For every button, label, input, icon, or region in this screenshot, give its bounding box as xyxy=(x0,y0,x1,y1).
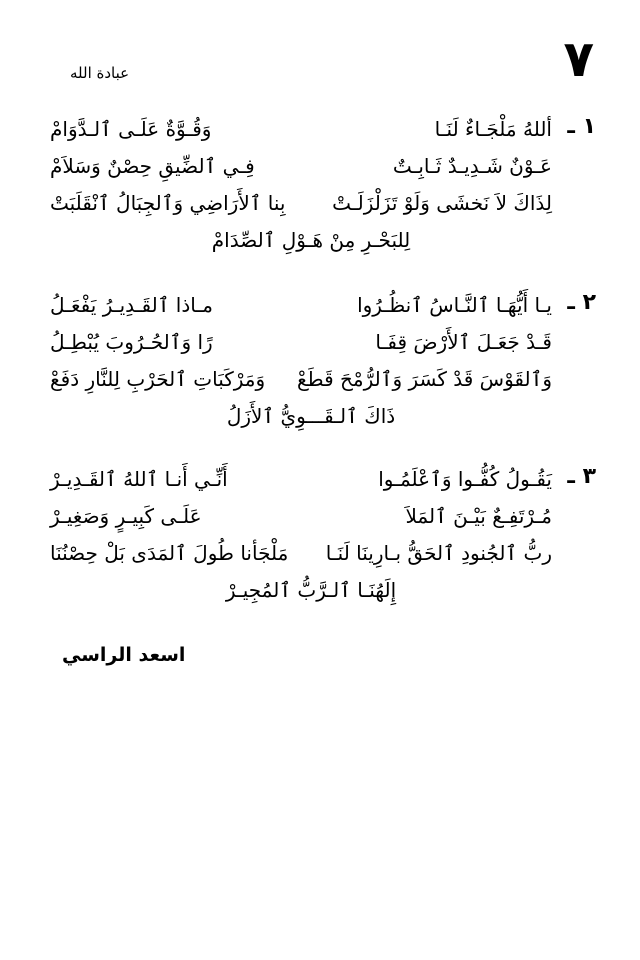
verse-second-half: أَنِّـي أَنـا ٱللهُ ٱلقَـدِيـرْ xyxy=(50,467,228,491)
stanza-refrain: ذَاكَ ٱلـقَـــوِيُّ ٱلأَزَلُ xyxy=(226,404,396,428)
verse-line xyxy=(50,499,552,533)
stanza-refrain: إِلَهُنَـا ٱلـرَّبُّ ٱلمُجِيـرْ xyxy=(225,578,397,602)
verse-first-half: مُـرْتَفِـعٌ بَيْـنَ ٱلمَلاَ xyxy=(405,504,552,528)
verse-second-half: رًا وَٱلحُـرُوبَ يُبْطِـلُ xyxy=(50,330,213,354)
verse-first-half: لِذَاكَ لاَ نَخشَى وَلَوْ تَزَلْزَلَـتْ xyxy=(332,191,552,215)
verse-second-half: مَلْجَأنا طُولَ ٱلمَدَى بَلْ حِصْنُنَا xyxy=(50,541,289,565)
verse-second-half: عَلَـى كَبِيـرٍ وَصَغِيـرْ xyxy=(50,504,202,528)
verse-line xyxy=(50,186,552,220)
verse-second-half: وَمَرْكَبَاتِ ٱلحَرْبِ لِلنَّارِ دَفَعْ xyxy=(50,367,266,391)
verse-first-half: أللهُ مَلْجَـاءٌ لَنَـا xyxy=(434,117,552,141)
verse-line xyxy=(50,288,552,322)
verse-line xyxy=(50,462,552,496)
verse-line xyxy=(50,149,552,183)
page-number: ٧ xyxy=(563,30,594,88)
verse-first-half: ربُّ ٱلجُنودِ ٱلحَقُّ بـارِينَا لَنَـا xyxy=(325,541,552,565)
verse-line xyxy=(50,325,552,359)
verse-line xyxy=(50,362,552,396)
verse-first-half: قَـدْ جَعَـلَ ٱلأَرْضَ قِفَـا xyxy=(375,330,552,354)
verse-second-half: بِنا ٱلأَرَاضِي وَٱلجِبَالُ ٱنْقَلَبَتْ xyxy=(50,191,286,215)
verse-first-half: يـا أَيُّهَـا ٱلنَّـاسُ ٱنظُـرُوا xyxy=(357,293,552,317)
verse-line xyxy=(50,536,552,570)
stanza-refrain: لِلبَحْـرِ مِنْ هَـوْلِ ٱلصِّدَامْ xyxy=(211,228,411,252)
section-title: عبادة الله xyxy=(70,64,130,82)
verse-second-half: مـاذا ٱلقَـدِيـرُ يَفْعَـلُ xyxy=(50,293,213,317)
verse-first-half: عَـوْنٌ شَـدِيـدٌ ثَـابِـتٌ xyxy=(392,154,552,178)
author-name: اسعد الراسي xyxy=(62,644,186,666)
stanza-number: ٣ ـ xyxy=(567,464,596,489)
verse-first-half: وَٱلقَوْسَ قَدْ كَسَرَ وَٱلرُّمْحَ قَطَعْ xyxy=(297,367,552,391)
verse-second-half: فِـي ٱلضِّيقِ حِصْنٌ وَسَلاَمْ xyxy=(50,154,255,178)
verse-line xyxy=(50,112,552,146)
stanza-number: ٢ ـ xyxy=(567,290,596,315)
stanza-number: ١ ـ xyxy=(567,114,596,139)
verse-first-half: يَقُـولُ كُفُّـوا وَٱعْلَمُـوا xyxy=(378,467,552,491)
verse-second-half: وَقُـوَّةٌ عَلَـى ٱلـدَّوَامْ xyxy=(50,117,212,141)
